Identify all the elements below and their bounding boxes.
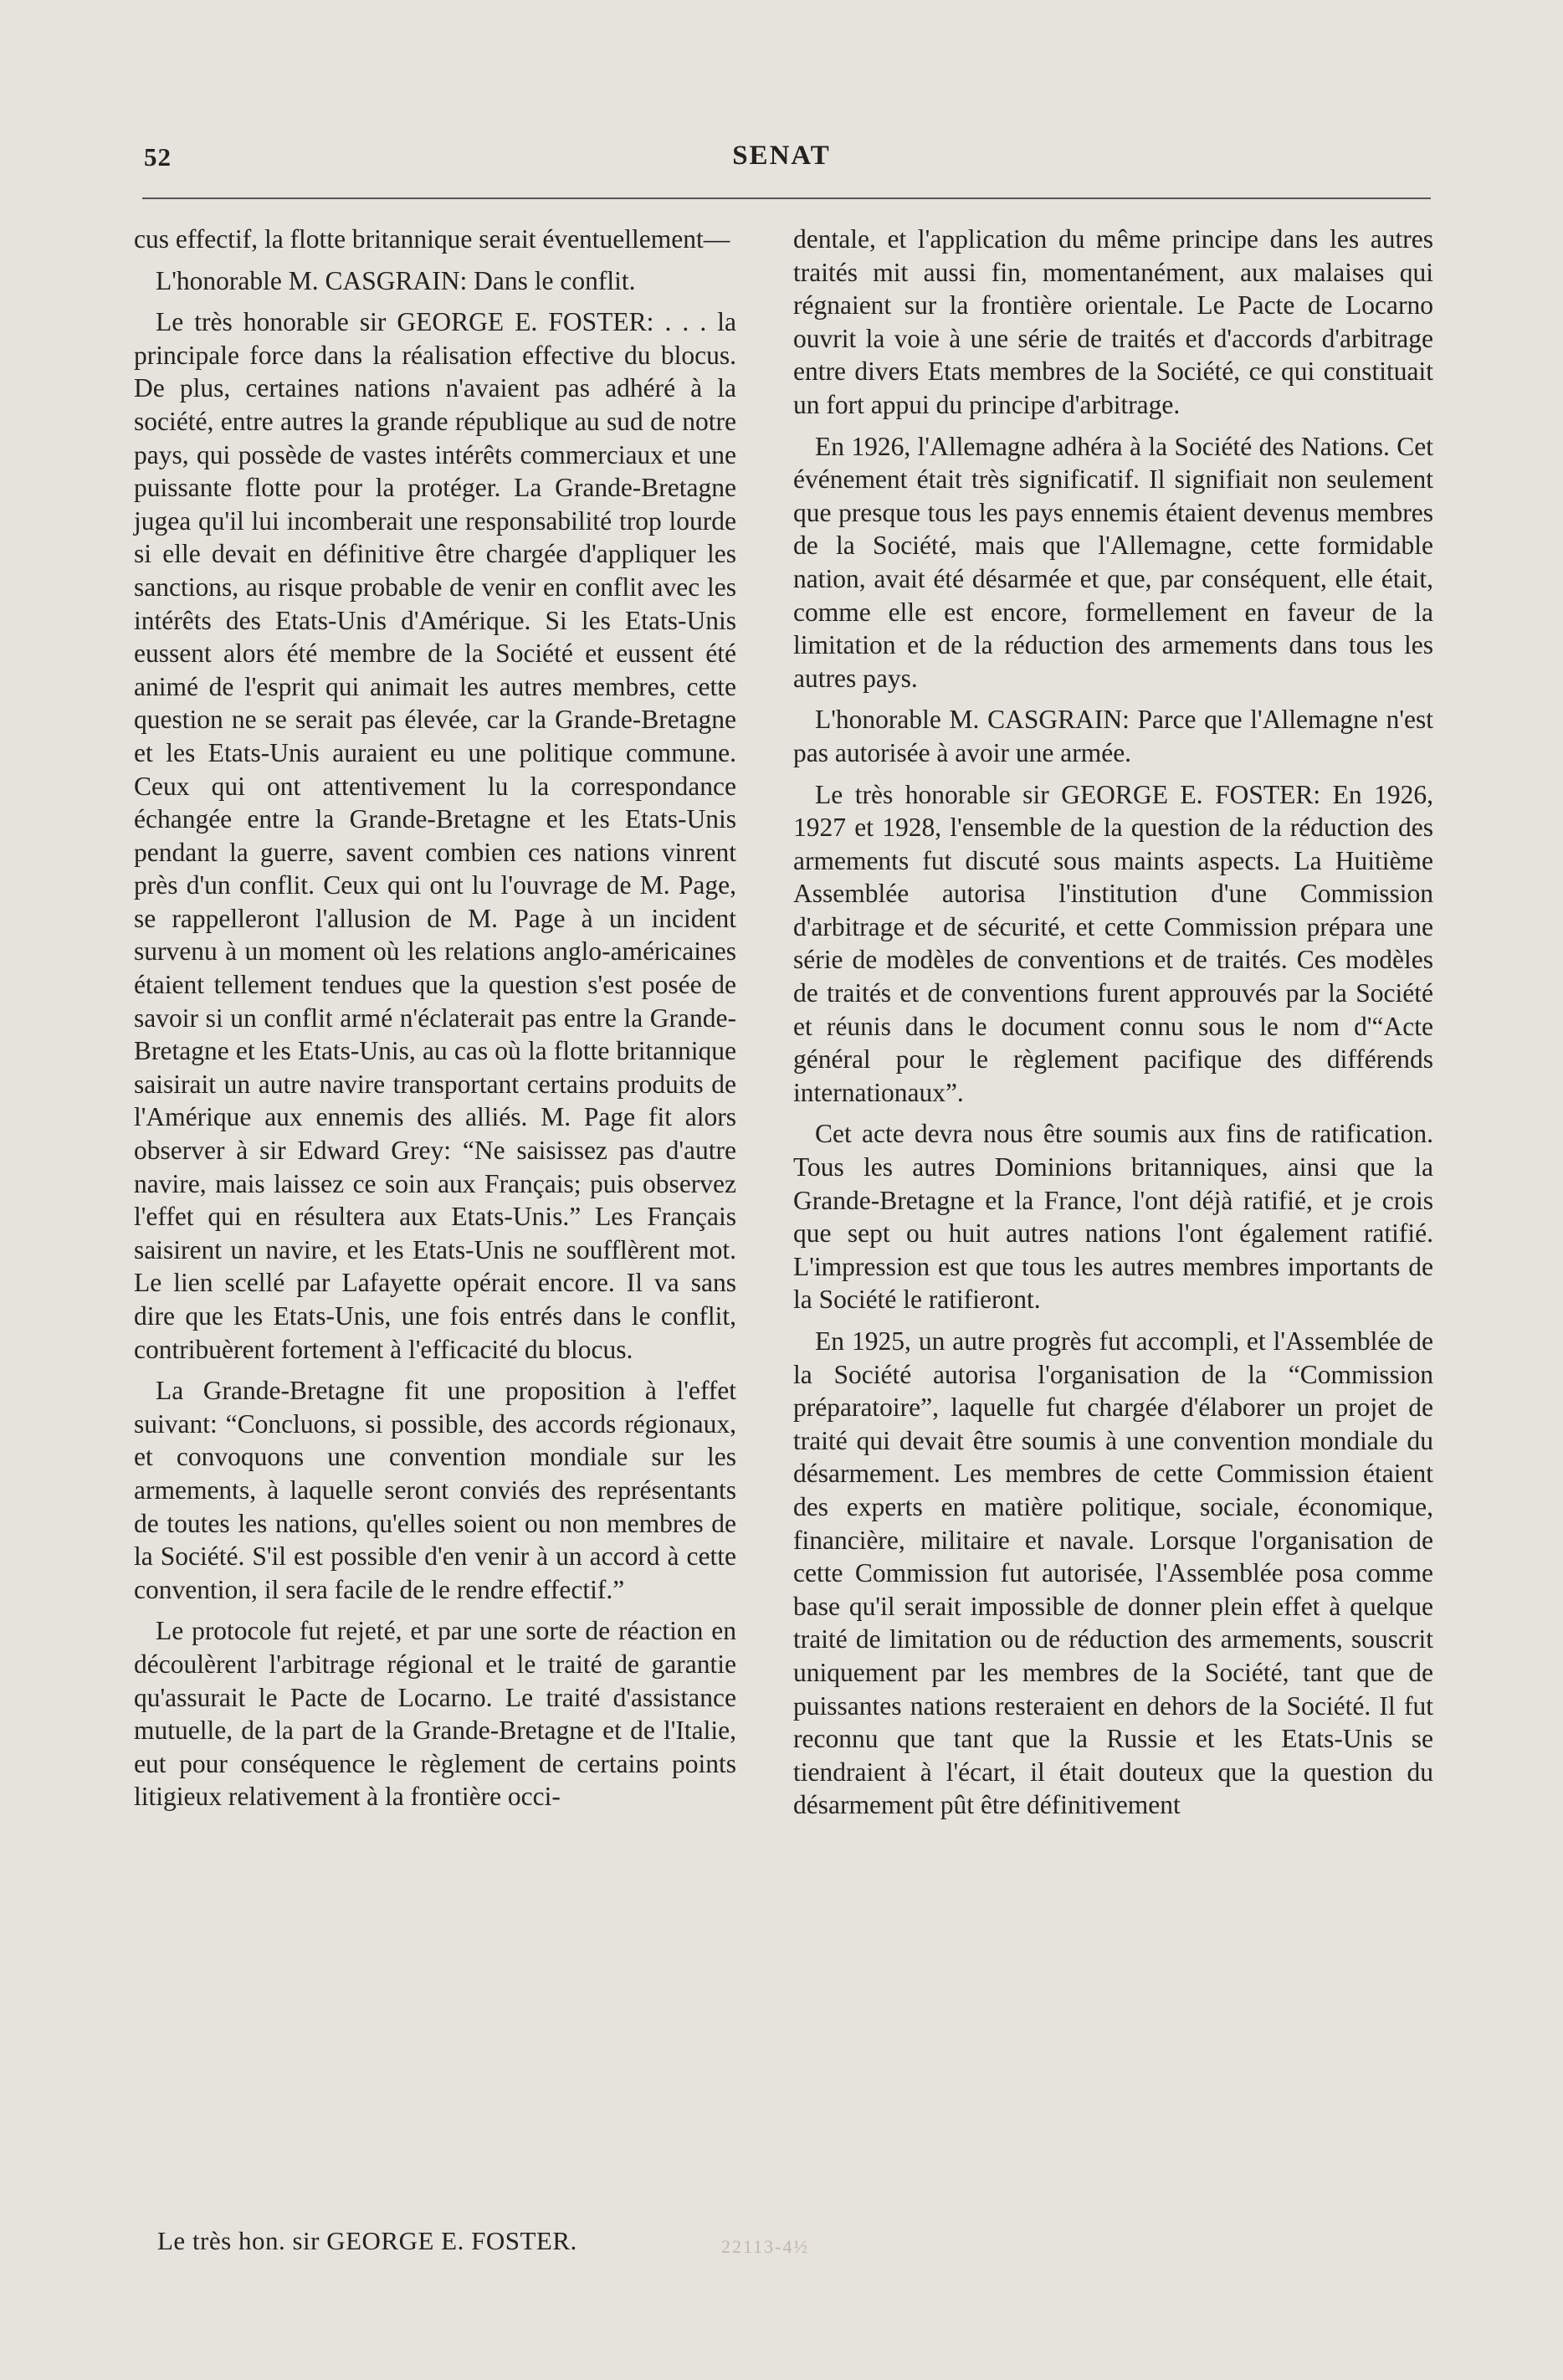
paragraph: La Grande-Bretagne fit une proposition à l'effet suivant: “Concluons, si possible, des accords régionaux, et convoquons une convention mondiale sur les armements, à laquelle seront conviés des représentants de toutes les nations, qu'elles soient ou non membres de la Société. S'il est possible d'en venir à un accord à cette convention, il sera facile de le rendre effectif.”	[134, 1376, 736, 1604]
footer-speaker-line: Le très hon. sir GEORGE E. FOSTER.	[157, 2226, 577, 2255]
paragraph: Le très honorable sir GEORGE E. FOSTER: . . . la principale force dans la réalisation effective du blocus. De plus, certaines nations n'avaient pas adhéré à la société, entre autres la grande république au sud de notre pays, qui possède de vastes intérêts commerciaux et une puissante flotte pour la protéger. La Grande-Bretagne jugea qu'il lui incomberait une responsabilité trop lourde si elle devait en définitive être chargée d'appliquer les sanctions, au risque probable de venir en conflit avec les intérêts des Etats-Unis d'Amérique. Si les Etats-Unis eussent alors été membre de la Société et eussent été animé de l'esprit qui animait les autres membres, cette question ne se serait pas élevée, car la Grande-Bretagne et les Etats-Unis auraient eu une politique commune. Ceux qui ont attentivement lu la correspondance échangée entre la Grande-Bretagne et les Etats-Unis pendant la guerre, savent combien ces nations vinrent près d'un conflit. Ceux qui ont lu l'ouvrage de M. Page, se rappelleront l'allusion de M. Page à un incident survenu à un moment où les relations anglo-américaines étaient tellement tendues que la question s'est posée de savoir si un conflit armé n'éclaterait pas entre la Grande-Bretagne et les Etats-Unis, au cas où la flotte britannique saisirait un autre navire transportant certains produits de l'Amérique aux ennemis des alliés. M. Page fit alors observer à sir Edward Grey: “Ne saisissez pas d'autre navire, mais laissez ce soin aux Français; puis observez l'effet qui en résultera aux Etats-Unis.” Les Français saisirent un navire, et les Etats-Unis ne soufflèrent mot. Le lien scellé par Lafayette opérait encore. Il va sans dire que les Etats-Unis, une fois entrés dans le conflit, contribuèrent fortement à l'efficacité du blocus.	[134, 307, 736, 1364]
paragraph: dentale, et l'application du même principe dans les autres traités mit aussi fin, momentanément, aux malaises qui régnaient sur la frontière orientale. Le Pacte de Locarno ouvrit la voie à une série de traités et d'accords d'arbitrage entre divers Etats membres de la Société, ce qui constituait un fort appui du principe d'arbitrage.	[793, 224, 1433, 419]
page-number: 52	[144, 142, 172, 172]
paragraph: Le protocole fut rejeté, et par une sorte de réaction en découlèrent l'arbitrage régional et le traité de garantie qu'assurait le Pacte de Locarno. Le traité d'assistance mutuelle, de la part de la Grande-Bretagne et de l'Italie, eut pour conséquence le règlement de certains points litigieux relativement à la frontière occi-	[134, 1616, 736, 1812]
paragraph: Cet acte devra nous être soumis aux fins de ratification. Tous les autres Dominions britanniques, ainsi que la Grande-Bretagne et la France, l'ont déjà ratifié, et je crois que sept ou huit autres nations l'ont également ratifié. L'impression est que tous les autres membres importants de la Société le ratifieront.	[793, 1119, 1433, 1315]
paragraph: cus effectif, la flotte britannique serait éventuellement—	[134, 224, 730, 254]
paragraph: L'honorable M. CASGRAIN: Parce que l'Allemagne n'est pas autorisée à avoir une armée.	[793, 705, 1433, 767]
running-head: SENAT	[732, 141, 831, 171]
left-column	[134, 223, 736, 1813]
paragraph: L'honorable M. CASGRAIN: Dans le conflit.	[156, 265, 636, 295]
paragraph: Le très honorable sir GEORGE E. FOSTER: En 1926, 1927 et 1928, l'ensemble de la question de la réduction des armements fut discuté sous maints aspects. La Huitième Assemblée autorisa l'institution d'une Commission d'arbitrage et de sécurité, et cette Commission prépara une série de modèles de conventions et de traités. Ces modèles de traités et de conventions furent approuvés par la Société et réunis dans le document connu sous le nom d'“Acte général pour le règlement pacifique des différends internationaux”.	[793, 779, 1433, 1107]
header-rule	[142, 197, 1431, 199]
paragraph: En 1925, un autre progrès fut accompli, et l'Assemblée de la Société autorisa l'organisation de la “Commission préparatoire”, laquelle fut chargée d'élaborer un projet de traité qui devait être soumis à une convention mondiale du désarmement. Les membres de cette Commission étaient des experts en matière politique, sociale, économique, financière, militaire et navale. Lorsque l'organisation de cette Commission fut autorisée, l'Assemblée posa comme base qu'il serait impossible de donner plein effet à quelque traité de limitation ou de réduction des armements, souscrit uniquement par les membres de la Société, tant que de puissantes nations resteraient en dehors de la Société. Il fut reconnu que tant que la Russie et les Etats-Unis se tiendraient à l'écart, il était douteux que la question du désarmement pût être définitivement	[793, 1326, 1433, 1820]
right-column	[793, 223, 1433, 1822]
paragraph: En 1926, l'Allemagne adhéra à la Société des Nations. Cet événement était très significatif. Il signifiait non seulement que presque tous les pays ennemis étaient devenus membres de la Société, mais que l'Allemagne, cette formidable nation, avait été désarmée et que, par conséquent, elle était, comme elle est encore, formellement en faveur de la limitation et de la réduction des armements dans tous les autres pays.	[793, 431, 1433, 693]
print-stamp: 22113-4½	[721, 2236, 810, 2257]
